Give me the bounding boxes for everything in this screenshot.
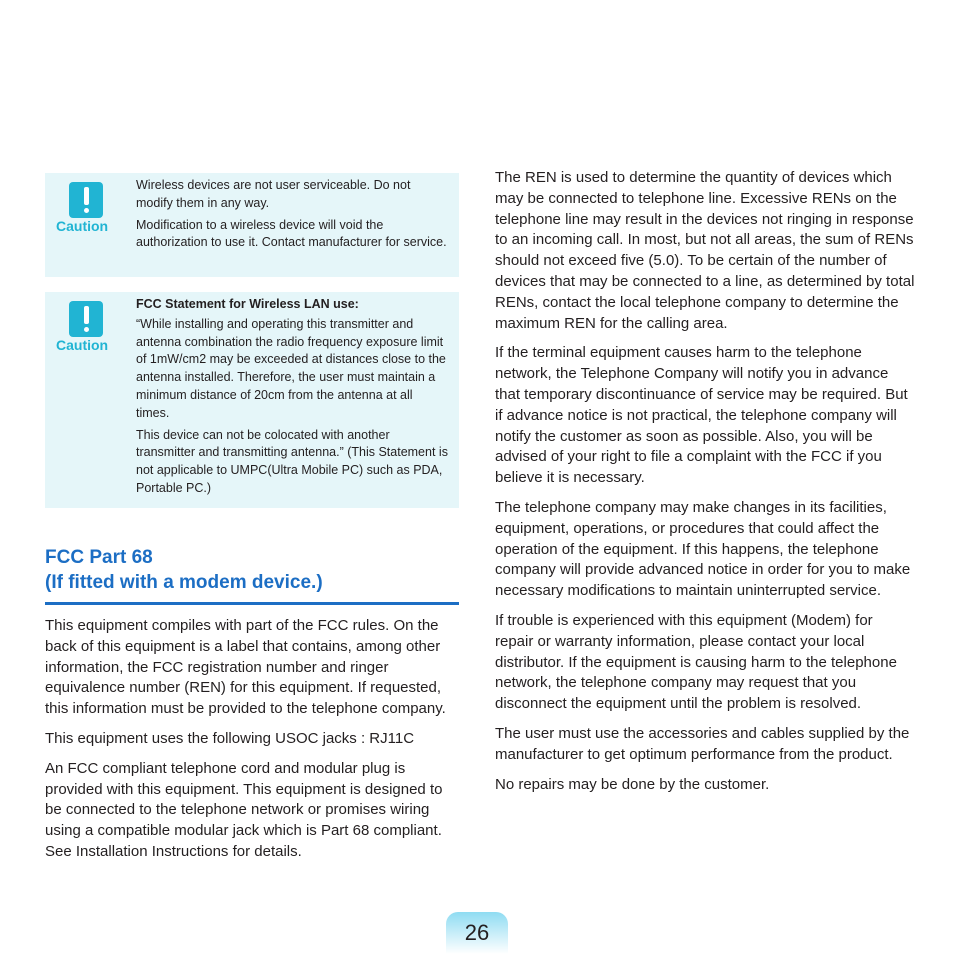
- right-column: [495, 168, 915, 804]
- body-paragraph: The REN is used to determine the quantity of devices which may be connected to telephone line. Excessive RENs on the telephone line may result in the devices not ringing in response to an incoming call. In most, but not all areas, the sum of RENs should not exceed five (5.0). To be certain of the number of devices that may be connected to a line, as determined by total RENs, contact the local telephone company to determine the maximum REN for the calling area.: [495, 169, 915, 332]
- caution-box-1: [45, 173, 459, 277]
- caution-label: Caution: [56, 337, 109, 353]
- caution-exclamation-icon: [69, 301, 103, 337]
- body-paragraph: The user must use the accessories and cables supplied by the manufacturer to get optimum performance from the product.: [495, 724, 910, 763]
- caution-exclamation-icon: [69, 182, 103, 218]
- left-column: [45, 616, 459, 872]
- body-paragraph: An FCC compliant telephone cord and modular plug is provided with this equipment. This equipment is designed to be connected to the telephone network or promises wiring using a compatible modular jack which is Part 68 compliant. See Installation Instructions for details.: [45, 759, 443, 860]
- caution-text: [136, 177, 449, 256]
- section-title-line-1: FCC Part 68: [45, 547, 153, 568]
- caution-paragraph: This device can not be colocated with another transmitter and transmitting antenna.” (This Statement is not applicable to UMPC(Ultra Mobile PC) such as PDA, Portable PC.): [136, 427, 448, 495]
- heading-underline: [45, 602, 459, 605]
- caution-label: Caution: [56, 218, 109, 234]
- caution-box-2: [45, 292, 459, 508]
- caution-paragraph: Modification to a wireless device will void the authorization to use it. Contact manufacturer for service.: [136, 217, 447, 250]
- body-paragraph: This equipment compiles with part of the FCC rules. On the back of this equipment is a label that contains, among other information, the FCC registration number and ringer equivalence number (REN) for this equipment. If requested, this information must be provided to the telephone company.: [45, 617, 446, 718]
- caution-paragraph: Wireless devices are not user serviceable. Do not modify them in any way.: [136, 178, 411, 210]
- caution-paragraph: “While installing and operating this transmitter and antenna combination the radio frequency exposure limit of 1mW/cm2 may be exceeded at distances close to the antenna installed. Therefore, the user must maintain a minimum distance of 20cm from the antenna at all times.: [136, 316, 446, 420]
- page-number: 26: [446, 912, 508, 954]
- body-paragraph: The telephone company may make changes in its facilities, equipment, operations, or procedures that could affect the operation of the equipment. If this happens, the telephone company will provide advanced notice in order for you to make necessary modifications to maintain uninterrupted service.: [495, 498, 911, 600]
- body-paragraph: This equipment uses the following USOC jacks : RJ11C: [45, 729, 415, 747]
- section-heading: [45, 545, 459, 595]
- caution-text: [136, 296, 449, 502]
- body-paragraph: No repairs may be done by the customer.: [495, 775, 770, 793]
- body-paragraph: If trouble is experienced with this equipment (Modem) for repair or warranty information, please contact your local distributor. If the equipment is causing harm to the telephone network, the telephone company may request that you disconnect the equipment until the problem is resolved.: [495, 611, 897, 713]
- caution-heading: FCC Statement for Wireless LAN use:: [136, 297, 359, 311]
- section-title-line-2: (If fitted with a modem device.): [45, 572, 323, 593]
- body-paragraph: If the terminal equipment causes harm to the telephone network, the Telephone Company will notify you in advance that temporary discontinuance of service may be required. But if advance notice is not practical, the telephone company will notify the customer as soon as possible. Also, you will be advised of your right to file a complaint with the FCC if you believe it is necessary.: [495, 344, 908, 487]
